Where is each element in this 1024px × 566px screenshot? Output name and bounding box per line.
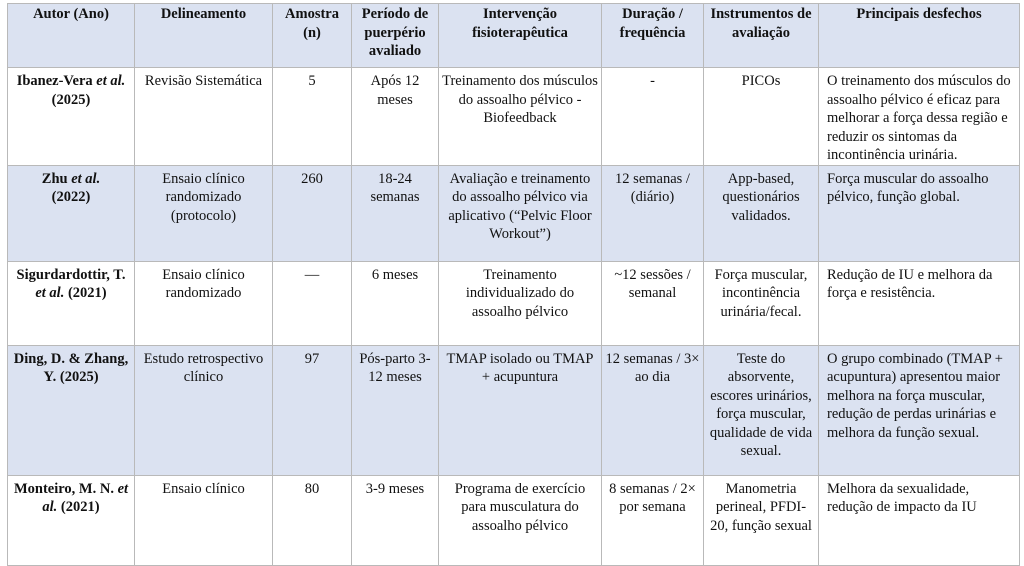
cell-duracao: 8 semanas / 2× por semana [602,475,704,565]
cell-autor: Zhu et al. (2022) [8,165,135,261]
header-periodo: Período de puerpério avaliado [352,4,439,68]
cell-delineamento: Ensaio clínico randomizado [135,261,273,345]
cell-intervencao: TMAP isolado ou TMAP + acupuntura [439,345,602,475]
cell-intervencao: Treinamento individualizado do assoalho pélvico [439,261,602,345]
cell-desfechos: Redução de IU e melhora da força e resistência. [819,261,1020,345]
table-row [8,68,1020,166]
cell-intervencao: Treinamento dos músculos do assoalho pélvico - Biofeedback [439,68,602,166]
cell-desfechos: O treinamento dos músculos do assoalho pélvico é eficaz para melhorar a força dessa região e reduzir os sintomas da incontinência urinária. [819,68,1020,166]
table-row [8,261,1020,345]
cell-amostra: 97 [273,345,352,475]
cell-delineamento: Ensaio clínico randomizado (protocolo) [135,165,273,261]
cell-instrumentos: App-based, questionários validados. [704,165,819,261]
cell-desfechos: Melhora da sexualidade, redução de impacto da IU [819,475,1020,565]
header-amostra: Amostra (n) [273,4,352,68]
cell-instrumentos: Manometria perineal, PFDI-20, função sexual [704,475,819,565]
cell-autor: Ibanez-Vera et al. (2025) [8,68,135,166]
cell-intervencao: Programa de exercício para musculatura do assoalho pélvico [439,475,602,565]
cell-instrumentos: PICOs [704,68,819,166]
cell-periodo: Pós-parto 3-12 meses [352,345,439,475]
cell-duracao: 12 semanas / (diário) [602,165,704,261]
cell-instrumentos: Teste do absorvente, escores urinários, força muscular, qualidade de vida sexual. [704,345,819,475]
cell-periodo: 3-9 meses [352,475,439,565]
cell-autor: Monteiro, M. N. et al. (2021) [8,475,135,565]
studies-table [7,3,1020,566]
cell-autor: Sigurdardottir, T. et al. (2021) [8,261,135,345]
cell-duracao: 12 semanas / 3× ao dia [602,345,704,475]
cell-instrumentos: Força muscular, incontinência urinária/fecal. [704,261,819,345]
cell-intervencao: Avaliação e treinamento do assoalho pélvico via aplicativo (“Pelvic Floor Workout”) [439,165,602,261]
cell-amostra: 260 [273,165,352,261]
cell-periodo: 6 meses [352,261,439,345]
header-duracao: Duração / frequência [602,4,704,68]
cell-delineamento: Estudo retrospectivo clínico [135,345,273,475]
header-desfechos: Principais desfechos [819,4,1020,68]
cell-duracao: - [602,68,704,166]
table-wrapper [7,3,1020,566]
table-row [8,165,1020,261]
header-instrumentos: Instrumentos de avaliação [704,4,819,68]
cell-periodo: 18-24 semanas [352,165,439,261]
header-delineamento: Delineamento [135,4,273,68]
header-row [8,4,1020,68]
cell-amostra: 80 [273,475,352,565]
cell-duracao: ~12 sessões / semanal [602,261,704,345]
header-autor: Autor (Ano) [8,4,135,68]
cell-autor: Ding, D. & Zhang, Y. (2025) [8,345,135,475]
cell-desfechos: Força muscular do assoalho pélvico, função global. [819,165,1020,261]
table-row [8,345,1020,475]
cell-delineamento: Ensaio clínico [135,475,273,565]
header-intervencao: Intervenção fisioterapêutica [439,4,602,68]
cell-amostra: — [273,261,352,345]
cell-amostra: 5 [273,68,352,166]
table-row [8,475,1020,565]
cell-delineamento: Revisão Sistemática [135,68,273,166]
cell-desfechos: O grupo combinado (TMAP + acupuntura) apresentou maior melhora na força muscular, redução de perdas urinárias e melhora da função sexual. [819,345,1020,475]
cell-periodo: Após 12 meses [352,68,439,166]
